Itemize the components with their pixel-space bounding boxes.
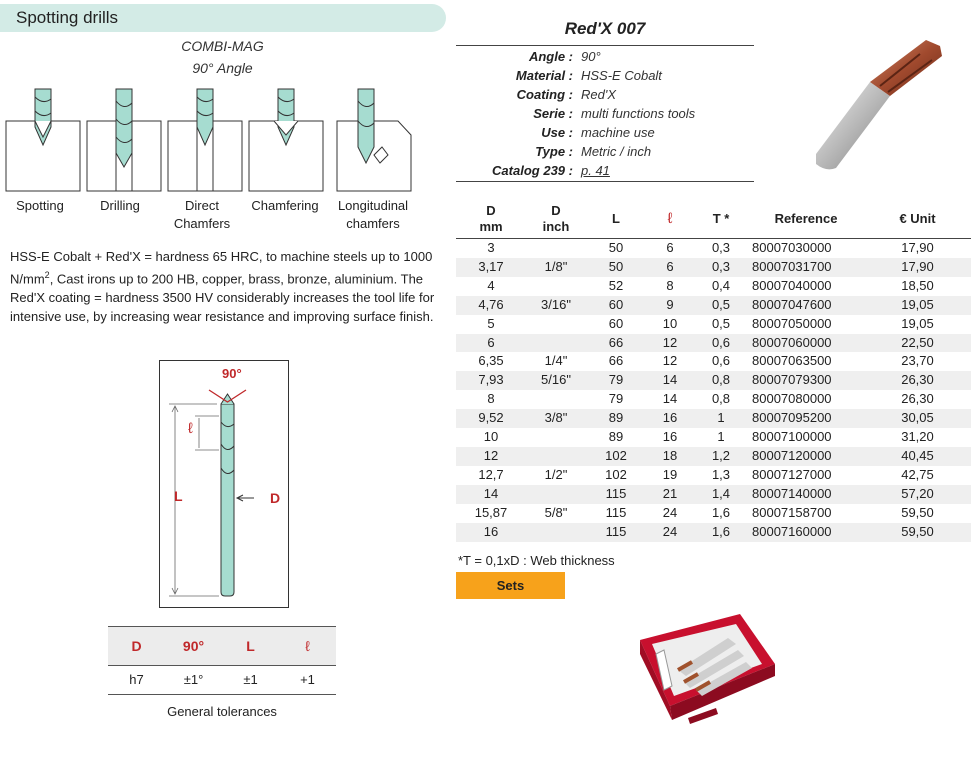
drawing-L-label: L	[174, 488, 183, 504]
cell-d-inch: 5/8"	[544, 504, 568, 520]
cell-d-mm: 12	[456, 447, 526, 466]
cell-flute-length: 18	[646, 447, 694, 466]
spotting-icon	[5, 87, 81, 192]
cell-flute-length: 9	[646, 296, 694, 315]
tolerance-value: h7	[129, 672, 144, 687]
tolerance-header: 90°	[182, 638, 205, 654]
cell-web: 0,6	[694, 334, 748, 353]
spotting-label: Spotting	[16, 198, 64, 213]
cell-d-inch	[526, 334, 586, 353]
section-title: Spotting drills	[16, 8, 119, 27]
col-d-inch: D inch	[526, 200, 586, 239]
cell-length: 66	[586, 334, 646, 353]
col-web: T *	[694, 200, 748, 239]
cell-d-mm: 10	[483, 429, 499, 445]
catalog-page-link[interactable]: p. 41	[581, 163, 610, 178]
product-description: HSS-E Cobalt + Red'X = hardness 65 HRC, to machine steels up to 1000 $N/mm^2$, Cast irons up to 200 HB, copper, brass, bronze, aluminium. The Red'X coating = hardness 3500 HV considerably increases the tool life for intensive use, by increasing wear resistance and improving surface finish.	[10, 249, 435, 325]
cell-reference: 80007040000	[752, 277, 832, 293]
cell-reference: 80007050000	[752, 315, 832, 331]
spec-angle: Angle : 90°	[528, 49, 601, 64]
cell-d-mm: 6,35	[478, 353, 504, 369]
cell-reference: 80007060000	[748, 334, 864, 353]
cell-length: 50	[586, 258, 646, 277]
cell-price: 57,20	[864, 485, 971, 504]
cell-reference: 80007079300	[748, 371, 864, 390]
table-row	[456, 277, 971, 296]
cell-flute-length: 12	[662, 353, 678, 369]
cell-web: 1,3	[711, 466, 731, 482]
cell-web: 0,5	[711, 315, 731, 331]
section-header	[0, 4, 446, 32]
cell-d-inch	[526, 390, 586, 409]
col-flute-length: ℓ	[646, 200, 694, 239]
divider	[456, 181, 754, 182]
drawing-l-label: ℓ	[188, 420, 193, 437]
cell-flute-length: 19	[662, 466, 678, 482]
tolerance-value: ±1°	[183, 672, 204, 687]
table-row	[456, 315, 971, 334]
cell-d-mm: 4,76	[456, 296, 526, 315]
col-price: € Unit	[864, 200, 971, 239]
cell-flute-length: 12	[646, 334, 694, 353]
cell-length: 60	[586, 296, 646, 315]
cell-price: 40,45	[864, 447, 971, 466]
cell-d-inch: 3/8"	[526, 409, 586, 428]
cell-flute-length: 14	[662, 391, 678, 407]
cell-reference: 80007120000	[748, 447, 864, 466]
reference-table	[456, 200, 971, 542]
cell-d-inch	[526, 277, 586, 296]
cell-reference: 80007160000	[748, 523, 864, 542]
table-row	[456, 334, 971, 353]
cell-reference: 80007158700	[752, 504, 832, 520]
cell-web: 1	[717, 429, 725, 445]
cell-d-mm: 4	[487, 277, 495, 293]
cell-price: 26,30	[901, 391, 934, 407]
cell-reference: 80007100000	[752, 429, 832, 445]
cell-length: 115	[586, 485, 646, 504]
chamfering-label: Chamfering	[251, 198, 319, 213]
cell-length: 102	[605, 466, 627, 482]
cell-length: 115	[605, 504, 627, 520]
cell-length: 102	[586, 447, 646, 466]
footnote: *T = 0,1xD : Web thickness	[458, 553, 615, 568]
table-row	[456, 485, 971, 504]
cell-d-inch: 1/2"	[544, 466, 568, 482]
table-row	[456, 390, 971, 409]
cell-web: 1,6	[711, 504, 731, 520]
drill-set-case-image	[630, 610, 780, 730]
cell-length: 89	[608, 429, 624, 445]
cell-length: 89	[586, 409, 646, 428]
cell-reference: 80007080000	[752, 391, 832, 407]
cell-price: 19,05	[901, 315, 934, 331]
cell-price: 17,90	[864, 258, 971, 277]
product-family: COMBI-MAG	[181, 38, 264, 54]
cell-reference: 80007127000	[752, 466, 832, 482]
cell-flute-length: 6	[666, 240, 674, 255]
table-row	[456, 523, 971, 542]
cell-d-mm: 8	[487, 391, 495, 407]
cell-flute-length: 8	[666, 277, 674, 293]
drill-technical-drawing	[159, 360, 289, 608]
spec-use: Use : machine use	[541, 125, 655, 140]
spec-type: Type : Metric / inch	[535, 144, 652, 159]
cell-length: 79	[608, 391, 624, 407]
cell-d-inch	[526, 428, 586, 447]
cell-length: 60	[608, 315, 624, 331]
cell-flute-length: 6	[646, 258, 694, 277]
cell-flute-length: 24	[646, 523, 694, 542]
cell-d-mm: 6	[456, 334, 526, 353]
cell-length: 66	[608, 353, 624, 369]
cell-flute-length: 21	[646, 485, 694, 504]
cell-web: 0,3	[694, 258, 748, 277]
chamfering-icon	[248, 87, 324, 192]
table-row	[456, 371, 971, 390]
cell-price: 23,70	[901, 353, 934, 369]
cell-length: 79	[586, 371, 646, 390]
cell-reference: 80007140000	[748, 485, 864, 504]
cell-d-mm: 7,93	[456, 371, 526, 390]
cell-reference: 80007031700	[748, 258, 864, 277]
table-row	[456, 428, 971, 447]
cell-flute-length: 16	[662, 429, 678, 445]
spec-coating: Coating : Red'X	[516, 87, 617, 102]
table-row	[456, 466, 971, 485]
cell-price: 59,50	[901, 504, 934, 520]
col-length: L	[586, 200, 646, 239]
cell-d-inch: 5/16"	[526, 371, 586, 390]
tolerance-header: ℓ	[305, 638, 310, 654]
table-row	[456, 409, 971, 428]
cell-price: 19,05	[864, 296, 971, 315]
cell-d-inch	[526, 447, 586, 466]
cell-price: 26,30	[864, 371, 971, 390]
cell-reference: 80007063500	[752, 353, 832, 369]
cell-web: 1,4	[694, 485, 748, 504]
cell-d-mm: 3,17	[456, 258, 526, 277]
cell-length: 52	[608, 277, 624, 293]
spec-catalog: Catalog 239 : p. 41	[492, 163, 610, 178]
cell-d-inch: 3/16"	[526, 296, 586, 315]
cell-web: 0,8	[711, 391, 731, 407]
cell-d-mm: 5	[487, 315, 495, 331]
tolerances-table	[108, 626, 336, 695]
spec-material: Material : HSS-E Cobalt	[515, 68, 662, 83]
cell-d-inch	[526, 523, 586, 542]
table-row	[456, 258, 971, 277]
cell-price: 18,50	[901, 277, 934, 293]
cell-web: 1,6	[694, 523, 748, 542]
cell-d-inch	[526, 239, 586, 258]
divider	[456, 45, 754, 46]
cell-flute-length: 10	[662, 315, 678, 331]
cell-d-inch	[526, 485, 586, 504]
product-title: Red'X 007	[564, 19, 646, 38]
tolerances-header-row	[108, 626, 336, 665]
cell-web: 1	[694, 409, 748, 428]
cell-d-inch: 1/8"	[526, 258, 586, 277]
cell-price: 31,20	[901, 429, 934, 445]
cell-reference: 80007095200	[748, 409, 864, 428]
drilling-icon	[86, 87, 162, 192]
longitudinal-chamfers-label: Longitudinal chamfers	[337, 198, 409, 231]
cell-flute-length: 24	[662, 504, 678, 520]
cell-d-mm: 16	[456, 523, 526, 542]
spec-serie: Serie : multi functions tools	[533, 106, 696, 121]
drawing-angle-label: 90°	[222, 366, 242, 381]
sets-button[interactable]: Sets	[456, 572, 565, 599]
tolerance-value: +1	[300, 672, 315, 687]
drawing-D-label: D	[270, 490, 281, 506]
table-row	[456, 447, 971, 466]
col-reference: Reference	[748, 200, 864, 239]
cell-reference: 80007030000	[752, 240, 832, 255]
table-row	[456, 296, 971, 315]
cell-web: 0,5	[694, 296, 748, 315]
cell-price: 30,05	[864, 409, 971, 428]
cell-length: 115	[586, 523, 646, 542]
table-row	[456, 239, 971, 258]
tolerances-caption: General tolerances	[167, 704, 277, 719]
cell-d-inch: 1/4"	[544, 353, 568, 369]
cell-d-mm: 3	[487, 240, 495, 255]
cell-web: 0,4	[711, 277, 731, 293]
tolerances-value-row	[108, 665, 336, 695]
cell-web: 0,3	[711, 240, 731, 255]
cell-web: 0,6	[711, 353, 731, 369]
angle-subtitle: 90° Angle	[192, 60, 253, 76]
table-header-row	[456, 200, 971, 239]
table-row	[456, 352, 971, 371]
drill-product-image	[800, 36, 948, 170]
cell-d-inch	[526, 315, 586, 334]
cell-web: 1,2	[694, 447, 748, 466]
cell-d-mm: 14	[456, 485, 526, 504]
cell-price: 59,50	[864, 523, 971, 542]
direct-chamfers-label: Direct Chamfers	[173, 198, 231, 231]
table-row	[456, 504, 971, 523]
cell-price: 22,50	[864, 334, 971, 353]
cell-flute-length: 16	[646, 409, 694, 428]
cell-reference: 80007047600	[748, 296, 864, 315]
longitudinal-chamfers-icon	[336, 87, 412, 192]
cell-flute-length: 14	[646, 371, 694, 390]
tolerance-header: D	[131, 638, 142, 654]
tolerance-value: ±1	[243, 672, 258, 687]
tolerance-header: L	[246, 638, 255, 654]
direct-chamfers-icon	[167, 87, 243, 192]
cell-length: 50	[608, 240, 624, 255]
cell-price: 42,75	[901, 466, 934, 482]
cell-d-mm: 12,7	[478, 466, 504, 482]
cell-d-mm: 9,52	[456, 409, 526, 428]
cell-web: 0,8	[694, 371, 748, 390]
cell-price: 17,90	[901, 240, 934, 255]
cell-d-mm: 15,87	[474, 504, 508, 520]
col-d-mm: D mm	[456, 200, 526, 239]
drilling-label: Drilling	[100, 198, 140, 213]
